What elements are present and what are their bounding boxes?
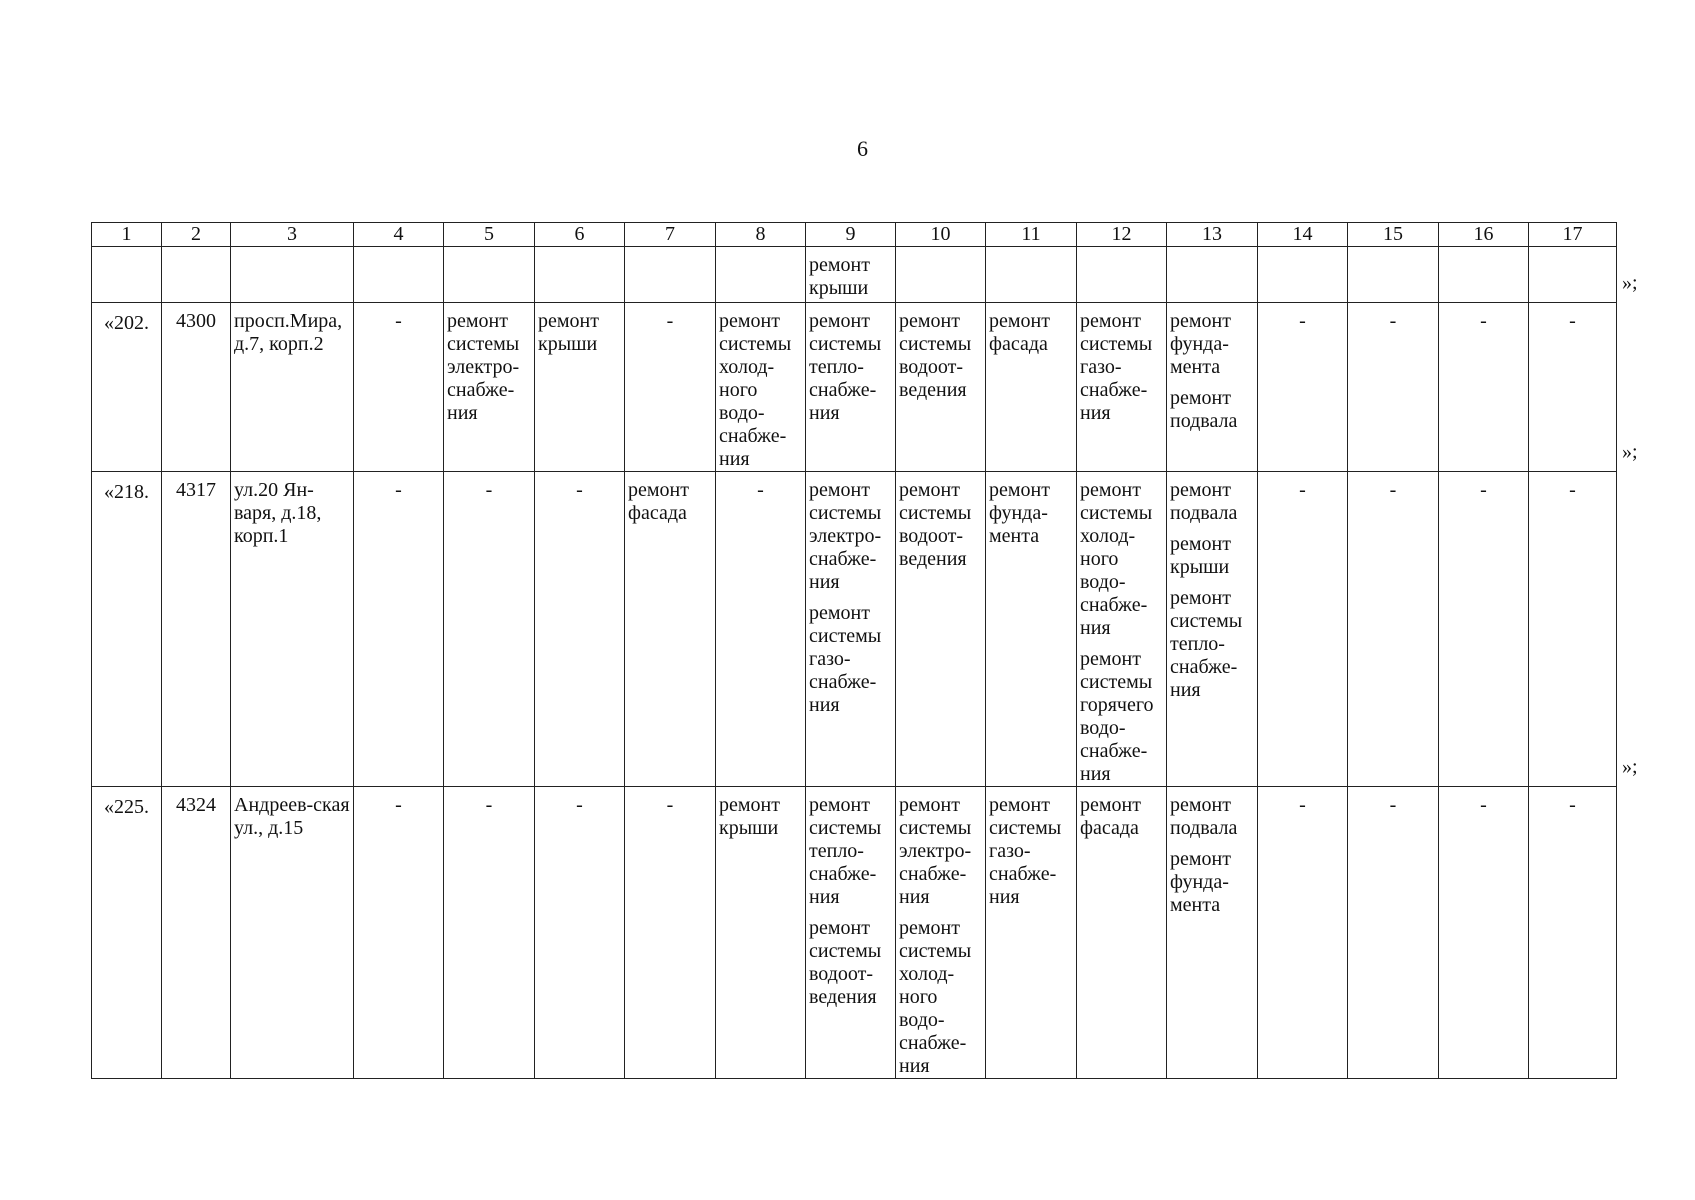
- cell-text: «225.: [104, 796, 149, 818]
- table-cell: [1439, 472, 1529, 787]
- column-header: 6: [535, 223, 625, 247]
- table-cell: [1167, 247, 1258, 303]
- table-header-row: [92, 223, 1617, 247]
- table-cell: [716, 247, 806, 303]
- cell-text: ремонт системы электро-снабже-ния: [899, 794, 972, 908]
- cell-text: ремонт системы электро-снабже-ния: [809, 479, 882, 593]
- empty-dash: -: [1569, 479, 1576, 501]
- closing-quote-mark: »;: [1622, 756, 1638, 778]
- table-cell: [1258, 472, 1348, 787]
- cell-text: ремонт системы водоот-ведения: [809, 917, 882, 1008]
- column-header: 5: [444, 223, 535, 247]
- empty-dash: -: [757, 479, 764, 501]
- cell-text: ремонт фунда-мента: [989, 479, 1050, 547]
- table-cell: [1167, 787, 1258, 1079]
- table-cell: [231, 472, 354, 787]
- cell-text: 4300: [176, 310, 216, 332]
- table-cell: [1258, 303, 1348, 472]
- empty-dash: -: [1389, 479, 1397, 501]
- column-header: 4: [354, 223, 444, 247]
- cell-text: ремонт подвала: [1170, 479, 1238, 524]
- table-cell: [162, 787, 231, 1079]
- table-cell: [535, 472, 625, 787]
- table-cell: [444, 472, 535, 787]
- column-header: 7: [625, 223, 716, 247]
- empty-dash: -: [395, 310, 402, 332]
- cell-text: ремонт системы тепло-снабже-ния: [809, 310, 882, 424]
- table-cell: [444, 247, 535, 303]
- table-cell: [444, 787, 535, 1079]
- table-cell: [1348, 472, 1439, 787]
- column-header: 15: [1348, 223, 1439, 247]
- page-number: 6: [857, 136, 868, 161]
- cell-text: ремонт системы холод-ного водо-снабже-ния: [899, 917, 972, 1077]
- table-cell: [354, 303, 444, 472]
- table-row: [92, 247, 1617, 303]
- table-cell: [1439, 303, 1529, 472]
- table-cell: [896, 303, 986, 472]
- cell-text: Андреев-ская ул., д.15: [234, 794, 350, 839]
- table-cell: [806, 247, 896, 303]
- cell-text: ремонт фасада: [628, 479, 689, 524]
- empty-dash: -: [576, 794, 583, 816]
- table-cell: [231, 303, 354, 472]
- table-cell: [354, 787, 444, 1079]
- column-header: 13: [1167, 223, 1258, 247]
- table-row: [92, 787, 1617, 1079]
- table-cell: [1439, 787, 1529, 1079]
- column-header: 10: [896, 223, 986, 247]
- cell-text: ремонт фасада: [989, 310, 1050, 355]
- table-cell: [1348, 787, 1439, 1079]
- table-cell: [92, 787, 162, 1079]
- table-cell: [1439, 247, 1529, 303]
- empty-dash: -: [1299, 794, 1306, 816]
- table-cell: [625, 472, 716, 787]
- cell-text: 4324: [176, 794, 216, 816]
- table-cell: [354, 472, 444, 787]
- table-cell: [1167, 472, 1258, 787]
- table-cell: [1348, 247, 1439, 303]
- column-header: 1: [92, 223, 162, 247]
- table-cell: [986, 247, 1077, 303]
- column-header: 8: [716, 223, 806, 247]
- column-header: 11: [986, 223, 1077, 247]
- table-cell: [1258, 247, 1348, 303]
- empty-dash: -: [1569, 310, 1576, 332]
- table-cell: [806, 303, 896, 472]
- table-cell: [806, 787, 896, 1079]
- cell-text: ремонт крыши: [809, 254, 870, 299]
- table-cell: [162, 247, 231, 303]
- empty-dash: -: [485, 479, 493, 501]
- table-cell: [1529, 472, 1617, 787]
- cell-text: ремонт фунда-мента: [1170, 310, 1231, 378]
- table-cell: [162, 303, 231, 472]
- table-cell: [444, 303, 535, 472]
- closing-quote-mark: »;: [1622, 272, 1638, 294]
- column-header: 9: [806, 223, 896, 247]
- table-cell: [1348, 303, 1439, 472]
- column-header: 14: [1258, 223, 1348, 247]
- table-cell: [535, 247, 625, 303]
- cell-text: ремонт системы холод-ного водо-снабже-ния: [1080, 479, 1153, 639]
- table-cell: [231, 247, 354, 303]
- table-row: [92, 472, 1617, 787]
- closing-quote-mark: »;: [1622, 441, 1638, 463]
- cell-text: «218.: [104, 481, 149, 503]
- table-cell: [625, 787, 716, 1079]
- table-cell: [92, 472, 162, 787]
- column-header: 12: [1077, 223, 1167, 247]
- table-cell: [716, 303, 806, 472]
- cell-text: ремонт системы водоот-ведения: [899, 310, 972, 401]
- table-cell: [1077, 787, 1167, 1079]
- cell-text: ремонт системы тепло-снабже-ния: [1170, 587, 1243, 701]
- empty-dash: -: [1389, 310, 1397, 332]
- cell-text: ремонт подвала: [1170, 794, 1238, 839]
- cell-text: ремонт системы холод-ного водо-снабже-ния: [719, 310, 792, 470]
- table-cell: [1167, 303, 1258, 472]
- cell-text: ремонт системы горячего водо-снабже-ния: [1080, 648, 1154, 785]
- cell-text: ремонт фунда-мента: [1170, 848, 1231, 916]
- cell-text: ремонт системы газо-снабже-ния: [1080, 310, 1153, 424]
- empty-dash: -: [1389, 794, 1397, 816]
- empty-dash: -: [1299, 479, 1306, 501]
- column-header: 17: [1529, 223, 1617, 247]
- cell-text: ремонт системы водоот-ведения: [899, 479, 972, 570]
- table-cell: [1529, 787, 1617, 1079]
- table-cell: [535, 787, 625, 1079]
- table-cell: [162, 472, 231, 787]
- empty-dash: -: [1480, 479, 1487, 501]
- table-cell: [1077, 303, 1167, 472]
- table-cell: [716, 472, 806, 787]
- empty-dash: -: [485, 794, 493, 816]
- empty-dash: -: [395, 479, 402, 501]
- table-cell: [92, 303, 162, 472]
- cell-text: ремонт крыши: [719, 794, 780, 839]
- empty-dash: -: [1569, 794, 1576, 816]
- cell-text: 4317: [176, 479, 216, 501]
- cell-text: ремонт крыши: [538, 310, 599, 355]
- cell-text: ремонт системы газо-снабже-ния: [989, 794, 1062, 908]
- table-cell: [92, 247, 162, 303]
- cell-text: ремонт фасада: [1080, 794, 1141, 839]
- table-cell: [1077, 247, 1167, 303]
- table-cell: [896, 247, 986, 303]
- cell-text: ремонт системы тепло-снабже-ния: [809, 794, 882, 908]
- table-cell: [986, 303, 1077, 472]
- empty-dash: -: [666, 310, 674, 332]
- table-cell: [1529, 247, 1617, 303]
- cell-text: «202.: [104, 312, 149, 334]
- table-cell: [1258, 787, 1348, 1079]
- table-cell: [1529, 303, 1617, 472]
- table-cell: [896, 787, 986, 1079]
- table-cell: [535, 303, 625, 472]
- repair-table: [91, 222, 1617, 1079]
- table-cell: [231, 787, 354, 1079]
- column-header: 16: [1439, 223, 1529, 247]
- table-cell: [716, 787, 806, 1079]
- cell-text: ремонт системы газо-снабже-ния: [809, 602, 882, 716]
- table-body: [92, 247, 1617, 1079]
- cell-text: ремонт системы электро-снабже-ния: [447, 310, 520, 424]
- empty-dash: -: [1299, 310, 1306, 332]
- table-cell: [986, 787, 1077, 1079]
- table-cell: [625, 303, 716, 472]
- table-cell: [1077, 472, 1167, 787]
- cell-text: просп.Мира, д.7, корп.2: [234, 310, 343, 355]
- column-header: 3: [231, 223, 354, 247]
- cell-text: ремонт крыши: [1170, 533, 1231, 578]
- table-cell: [806, 472, 896, 787]
- empty-dash: -: [1480, 310, 1487, 332]
- cell-text: ремонт подвала: [1170, 387, 1238, 432]
- table-cell: [354, 247, 444, 303]
- table-row: [92, 303, 1617, 472]
- table-cell: [625, 247, 716, 303]
- cell-text: ул.20 Ян-варя, д.18, корп.1: [234, 479, 322, 547]
- empty-dash: -: [395, 794, 402, 816]
- empty-dash: -: [576, 479, 583, 501]
- column-header: 2: [162, 223, 231, 247]
- table-cell: [896, 472, 986, 787]
- empty-dash: -: [666, 794, 674, 816]
- table-cell: [986, 472, 1077, 787]
- empty-dash: -: [1480, 794, 1487, 816]
